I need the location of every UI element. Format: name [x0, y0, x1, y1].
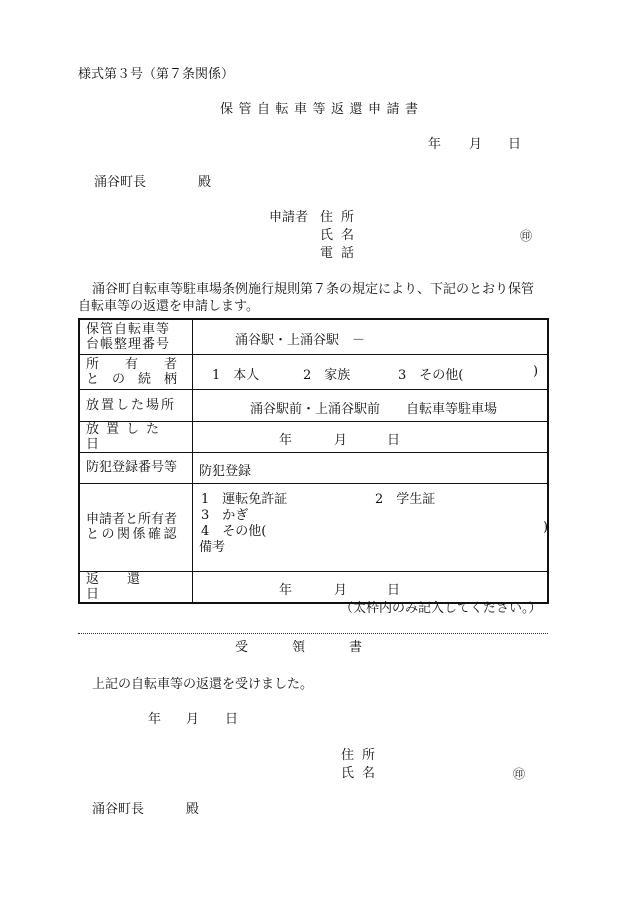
receipt-date-year: 年 — [148, 712, 162, 727]
option-self[interactable]: 1 本人 — [212, 367, 260, 383]
label-text: 放置した日 — [86, 421, 167, 452]
return-date-month: 月 — [334, 582, 348, 598]
intro-line-1: 涌谷町自転車等駐車場条例施行規則第７条の規定により、下記のとおり保管 — [92, 282, 535, 297]
remarks-label: 備考 — [199, 539, 226, 555]
option-other-verification[interactable]: 4 その他( — [201, 523, 267, 539]
label-line-1 — [86, 357, 179, 372]
option-family[interactable]: 2 家族 — [303, 367, 351, 383]
option-key[interactable]: 3 かぎ — [201, 507, 249, 523]
date-year: 年 — [428, 137, 442, 152]
label-owner-relationship — [79, 354, 193, 389]
receipt-title: 受領書 — [235, 640, 407, 655]
table-row — [79, 354, 548, 389]
label-text: と の 続 柄 — [86, 371, 178, 387]
option-other-verification-close: ) — [543, 519, 549, 535]
return-date-year: 年 — [279, 582, 293, 598]
option-student-id[interactable]: 2 学生証 — [375, 491, 436, 507]
applicant-address-label: 住所 — [320, 210, 363, 225]
registry-number-value: 涌谷駅・上涌谷駅 － — [235, 333, 366, 348]
applicant-phone-label: 電話 — [320, 246, 363, 261]
label-line — [86, 460, 179, 475]
receipt-name-label: 氏名 — [341, 766, 384, 781]
owner-relationship-field[interactable] — [193, 354, 549, 389]
abandoned-place-value: 涌谷駅前・上涌谷駅前 自転車等駐車場 — [250, 401, 498, 417]
applicant-name-label: 氏名 — [320, 228, 363, 243]
label-abandoned-place — [79, 389, 193, 421]
table-row — [79, 483, 548, 571]
document-title: 保管自転車等返還申請書 — [220, 102, 424, 117]
label-text: 申請者と所有者 — [86, 512, 178, 527]
label-text: 放置した場所 — [86, 397, 177, 413]
label-text: 防犯登録番号等 — [86, 460, 178, 475]
label-line-2 — [86, 527, 179, 542]
application-form-table — [78, 318, 549, 604]
label-relationship-verification — [79, 483, 193, 571]
cut-line-divider — [78, 633, 548, 634]
label-text: との関係確認 — [86, 527, 180, 542]
label-text: 返還日 — [86, 571, 169, 602]
receipt-seal-icon: ㊞ — [513, 767, 526, 781]
abandoned-date-day: 日 — [387, 432, 401, 448]
label-text: 台帳整理番号 — [86, 336, 171, 352]
applicant-seal-icon: ㊞ — [520, 229, 533, 243]
date-month: 月 — [469, 137, 483, 152]
table-row — [79, 389, 548, 421]
addressee-name: 涌谷町長 — [94, 175, 147, 190]
addressee-honorific: 殿 — [198, 175, 212, 190]
receipt-address-label: 住所 — [341, 748, 384, 763]
date-day: 日 — [508, 137, 522, 152]
label-line — [86, 422, 179, 452]
abandoned-date-month: 月 — [334, 432, 348, 448]
label-text: 保管自転車等 — [86, 321, 171, 337]
abandoned-place-field[interactable] — [193, 389, 549, 421]
receipt-addressee-honorific: 殿 — [186, 802, 200, 817]
table-row — [79, 319, 548, 354]
crime-prevention-field[interactable] — [193, 452, 549, 483]
table-row — [79, 571, 548, 603]
abandoned-date-field[interactable] — [193, 421, 549, 452]
fill-in-note: （太枠内のみ記入してください。） — [340, 601, 542, 616]
registry-number-field[interactable] — [193, 319, 549, 354]
label-text: 所 有 者 — [86, 356, 178, 372]
label-line-2 — [86, 372, 179, 387]
receipt-addressee-name: 涌谷町長 — [92, 802, 145, 817]
table-row — [79, 452, 548, 483]
receipt-date-day: 日 — [225, 712, 239, 727]
label-line — [86, 398, 179, 413]
receipt-date-month: 月 — [186, 712, 200, 727]
option-other[interactable]: 3 その他( — [398, 367, 464, 383]
label-line-2 — [86, 337, 179, 352]
intro-line-2: 自転車等の返還を申請します。 — [78, 299, 259, 314]
crime-prevention-value: 防犯登録 — [199, 463, 252, 479]
abandoned-date-year: 年 — [279, 432, 293, 448]
receipt-text: 上記の自転車等の返還を受けました。 — [92, 677, 314, 692]
label-line — [86, 572, 179, 602]
label-abandoned-date — [79, 421, 193, 452]
label-crime-prevention-number — [79, 452, 193, 483]
label-registry-number — [79, 319, 193, 354]
table-row — [79, 421, 548, 452]
option-other-close: ) — [533, 363, 539, 379]
option-drivers-license[interactable]: 1 運転免許証 — [201, 491, 288, 507]
label-line-1 — [86, 512, 179, 527]
label-line-1 — [86, 322, 179, 337]
form-number: 様式第３号（第７条関係） — [78, 67, 235, 82]
label-return-date — [79, 571, 193, 603]
return-date-field[interactable] — [193, 571, 549, 603]
relationship-verification-field[interactable] — [193, 483, 549, 571]
applicant-label: 申請者 — [269, 210, 309, 225]
return-date-day: 日 — [387, 582, 401, 598]
